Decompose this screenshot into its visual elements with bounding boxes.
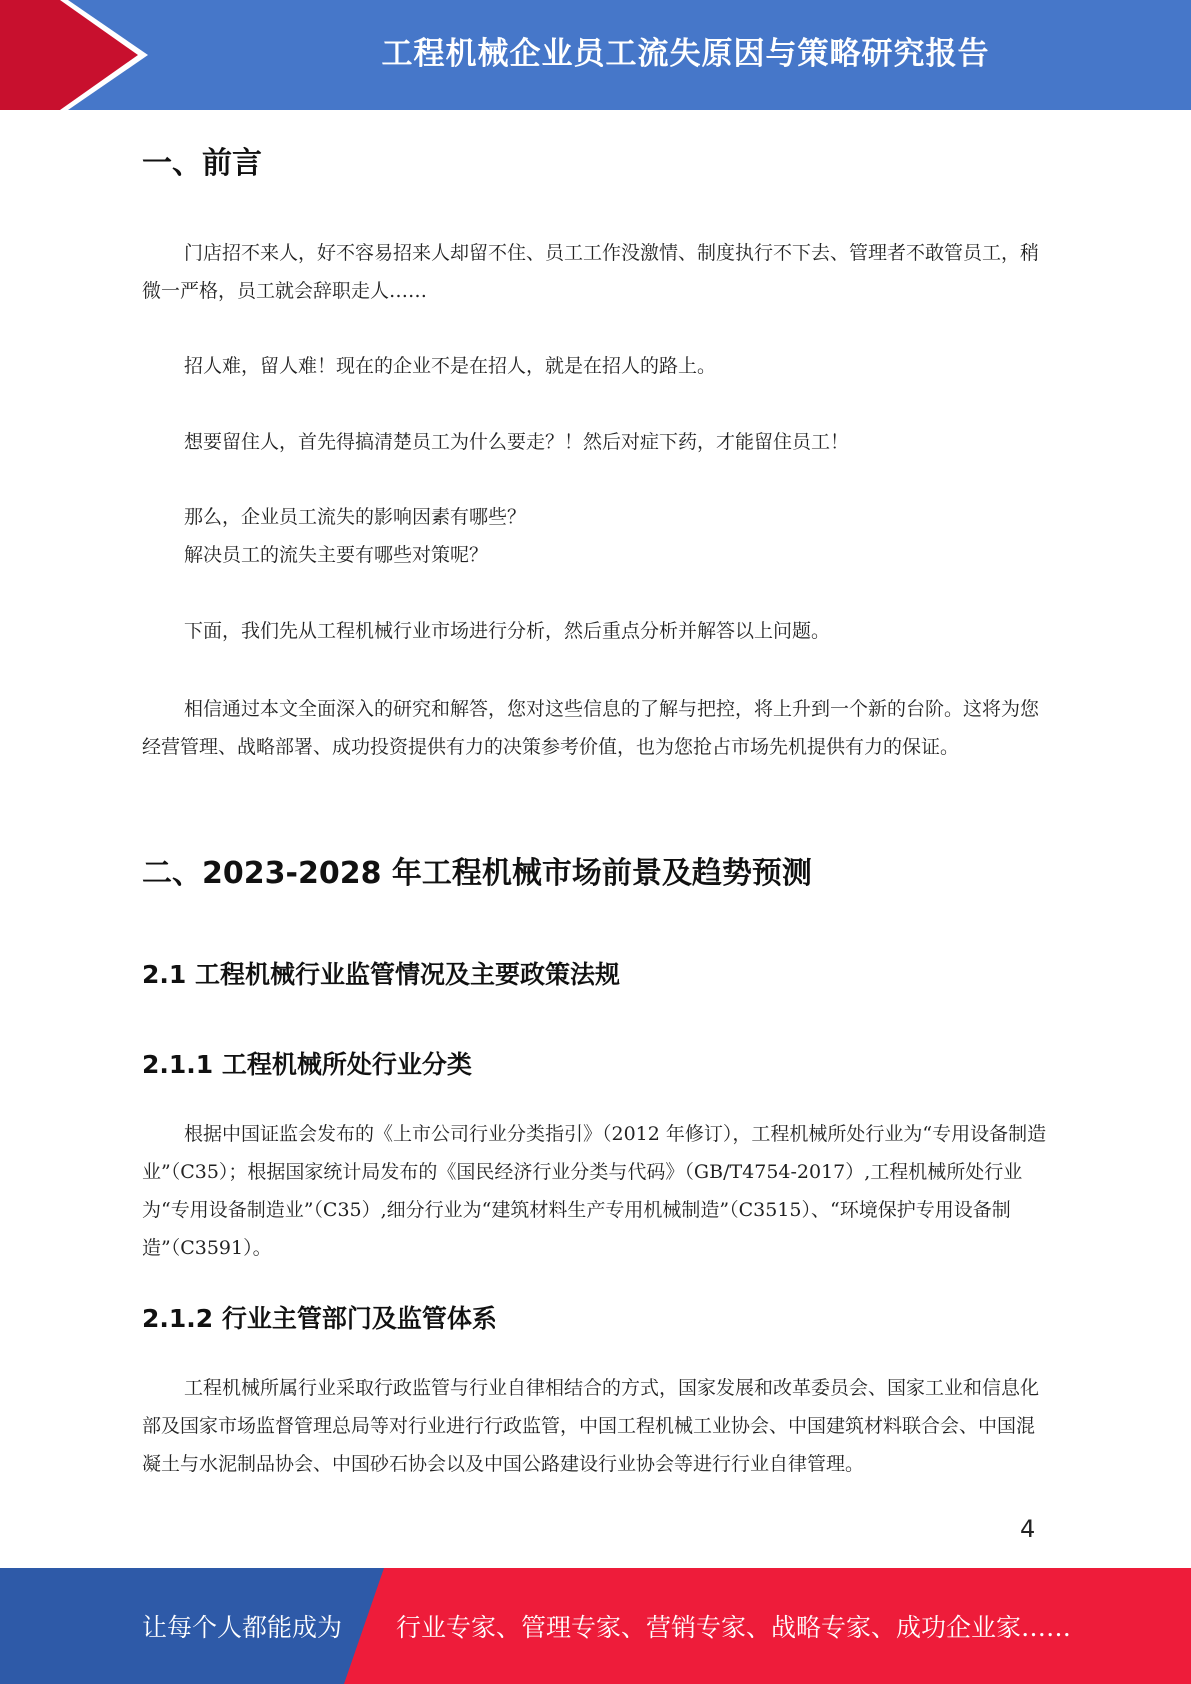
report-title: 工程机械企业员工流失原因与策略研究报告 [381,35,990,72]
page-header [0,0,1191,110]
section-2-1-2-heading: 2.1.2 行业主管部门及监管体系 [142,1304,497,1333]
page-number: 4 [1020,1515,1036,1543]
section-2-1-heading: 2.1 工程机械行业监管情况及主要政策法规 [142,960,620,989]
footer-slogan-left: 让每个人都能成为 [142,1613,343,1642]
paragraph-industry-classification: 根据中国证监会发布的《上市公司行业分类指引》（2012 年修订），工程机械所处行业为“专用设备制造业”（C35）；根据国家统计局发布的《国民经济行业分类与代码》（GB/T4754-2017）,工程机械所处行业为“专用设备制造业”（C35）,细分行业为“建筑材料生产专用机械制造”（C3515）、“环境保护专用设备制造”（C3591）。 [142,1123,1047,1259]
section-1-heading: 一、前言 [142,146,262,181]
paragraph-intro-5: 下面，我们先从工程机械行业市场进行分析，然后重点分析并解答以上问题。 [184,620,831,642]
paragraph-intro-3: 想要留住人，首先得搞清楚员工为什么要走？！然后对症下药，才能留住员工！ [184,431,850,453]
section-2-1-1-heading: 2.1.1 工程机械所处行业分类 [142,1050,472,1079]
page-footer [0,1568,1191,1684]
section-2-heading: 二、2023-2028 年工程机械市场前景及趋势预测 [142,856,812,891]
paragraph-intro-4b: 解决员工的流失主要有哪些对策呢？ [184,544,489,566]
paragraph-intro-1: 门店招不来人，好不容易招来人却留不住、员工工作没激情、制度执行不下去、管理者不敢管员工，稍微一严格，员工就会辞职走人…… [142,242,1040,302]
footer-slogan-right: 行业专家、管理专家、营销专家、战略专家、成功企业家…… [396,1613,1072,1642]
paragraph-regulatory-system: 工程机械所属行业采取行政监管与行业自律相结合的方式，国家发展和改革委员会、国家工业和信息化部及国家市场监督管理总局等对行业进行行政监管，中国工程机械工业协会、中国建筑材料联合会、中国混凝土与水泥制品协会、中国砂石协会以及中国公路建设行业协会等进行行业自律管理。 [142,1377,1040,1475]
paragraph-intro-6: 相信通过本文全面深入的研究和解答，您对这些信息的了解与把控，将上升到一个新的台阶。这将为您经营管理、战略部署、成功投资提供有力的决策参考价值，也为您抢占市场先机提供有力的保证。 [142,698,1040,758]
paragraph-intro-4a: 那么，企业员工流失的影响因素有哪些？ [184,506,527,528]
paragraph-intro-2: 招人难，留人难！现在的企业不是在招人，就是在招人的路上。 [184,355,717,377]
header-red-chevron [0,0,160,110]
